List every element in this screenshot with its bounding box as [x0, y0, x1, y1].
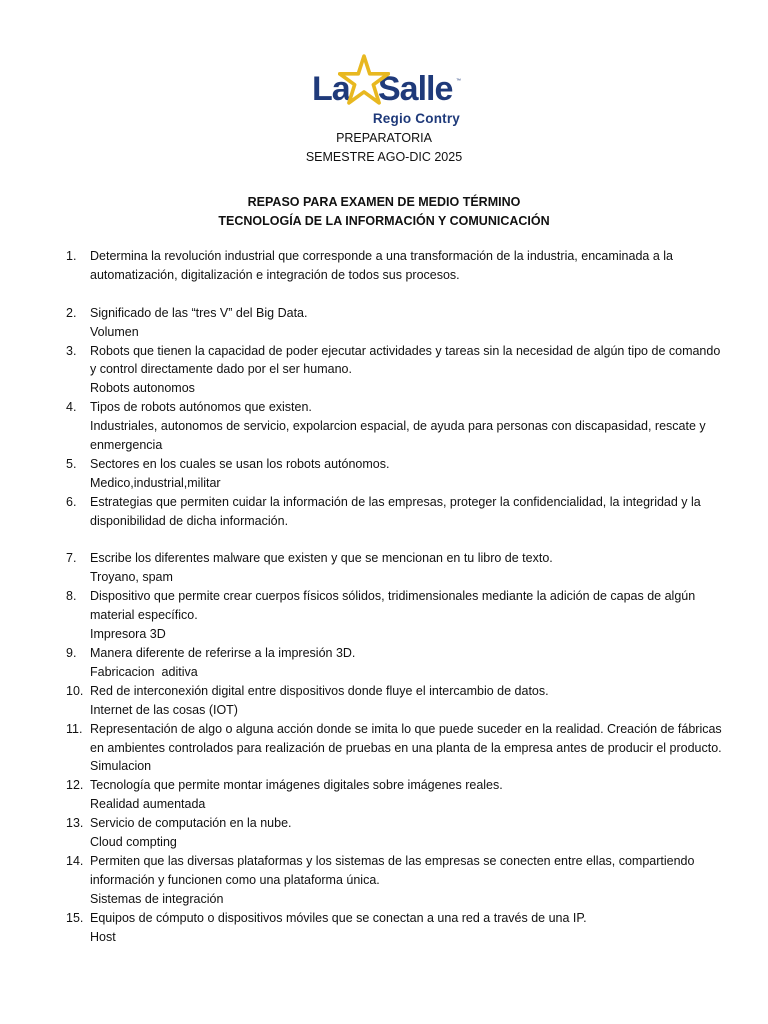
question-text: Significado de las “tres V” del Big Data.	[90, 305, 308, 320]
document-subtitle: TECNOLOGÍA DE LA INFORMACIÓN Y COMUNICACIÓN	[218, 214, 550, 228]
logo-word-la: La	[312, 70, 350, 108]
blank-line	[62, 285, 722, 304]
question-text: Escribe los diferentes malware que existen y que se mencionan en tu libro de texto.	[90, 551, 553, 566]
blank-line	[62, 531, 722, 550]
question-item	[62, 682, 722, 720]
trademark-mark: ™	[456, 78, 461, 84]
star-icon	[338, 52, 390, 108]
question-number: 3.	[66, 343, 77, 358]
answer-text: Cloud compting	[90, 835, 177, 850]
question-number: 13.	[66, 816, 84, 831]
question-item	[62, 814, 722, 852]
question-item	[62, 304, 722, 342]
answer-text: Realidad aumentada	[90, 797, 206, 812]
question-text: Tecnología que permite montar imágenes digitales sobre imágenes reales.	[90, 778, 503, 793]
question-number: 15.	[66, 910, 84, 925]
question-list	[62, 247, 722, 947]
answer-text: Host	[90, 929, 116, 944]
question-item	[62, 720, 722, 777]
question-text: Red de interconexión digital entre dispositivos donde fluye el intercambio de datos.	[90, 683, 549, 698]
logo-word-salle: Salle	[378, 70, 453, 108]
question-number: 7.	[66, 551, 77, 566]
question-number: 14.	[66, 853, 84, 868]
answer-text: Robots autonomos	[90, 381, 195, 396]
question-item	[62, 549, 722, 587]
question-number: 11.	[66, 721, 83, 736]
question-number: 9.	[66, 646, 77, 660]
question-item	[62, 493, 722, 531]
question-item	[62, 587, 722, 644]
question-number: 12.	[66, 778, 84, 793]
question-item	[62, 455, 722, 493]
question-text: Robots que tienen la capacidad de poder ejecutar actividades y tareas sin la necesidad de algún tipo de comando y control directamente dado por el ser humano.	[90, 343, 721, 377]
semester: SEMESTRE AGO-DIC 2025	[305, 150, 463, 164]
question-text: Determina la revolución industrial que corresponde a una transformación de la industria, encaminada a la automatización, digitalización e integración de todos sus procesos.	[90, 249, 673, 282]
document-title: REPASO PARA EXAMEN DE MEDIO TÉRMINO	[247, 195, 521, 209]
question-number: 10.	[66, 683, 84, 698]
question-item	[62, 398, 722, 455]
question-number: 2.	[66, 305, 77, 320]
la-salle-logo	[308, 50, 468, 130]
question-text: Servicio de computación en la nube.	[90, 816, 292, 831]
question-item	[62, 852, 722, 909]
answer-text: Fabricacion aditiva	[90, 664, 198, 679]
question-number: 1.	[66, 249, 77, 263]
answer-text: Sistemas de integración	[90, 891, 224, 906]
answer-text: Troyano, spam	[90, 570, 173, 585]
question-number: 5.	[66, 456, 77, 471]
question-number: 8.	[66, 589, 77, 604]
answer-text: Internet de las cosas (IOT)	[90, 702, 238, 717]
answer-text: Medico,industrial,militar	[90, 475, 221, 490]
answer-text: Industriales, autonomos de servicio, expolarcion espacial, de ayuda para personas con discapasidad, rescate y enmergencia	[90, 419, 706, 453]
question-number: 4.	[66, 400, 77, 415]
answer-text: Impresora 3D	[90, 627, 166, 642]
question-text: Estrategias que permiten cuidar la información de las empresas, proteger la confidencialidad, la integridad y la disponibilidad de dicha información.	[90, 494, 701, 528]
question-item	[62, 776, 722, 814]
question-item	[62, 342, 722, 399]
question-item	[62, 909, 722, 947]
question-text: Equipos de cómputo o dispositivos móviles que se conectan a una red a través de una IP.	[90, 910, 587, 925]
question-text: Sectores en los cuales se usan los robots autónomos.	[90, 456, 390, 471]
question-item	[62, 247, 722, 285]
question-item	[62, 644, 722, 682]
question-number: 6.	[66, 494, 77, 509]
question-text: Permiten que las diversas plataformas y los sistemas de las empresas se conecten entre ellas, compartiendo información y funcionen como una plataforma única.	[90, 853, 695, 887]
school-level: PREPARATORIA	[336, 131, 432, 145]
answer-text: Volumen	[90, 324, 139, 339]
question-text: Tipos de robots autónomos que existen.	[90, 400, 312, 415]
question-text: Dispositivo que permite crear cuerpos físicos sólidos, tridimensionales mediante la adición de capas de algún material específico.	[90, 589, 696, 623]
logo-subtitle: Regio Contry	[372, 111, 460, 126]
question-text: Representación de algo o alguna acción donde se imita lo que puede suceder en la realidad. Creación de fábricas en ambientes controlados para realización de pruebas en una planta de la empresa antes de producir el producto.	[90, 721, 722, 755]
question-text: Manera diferente de referirse a la impresión 3D.	[90, 646, 356, 660]
answer-text: Simulacion	[90, 759, 152, 774]
